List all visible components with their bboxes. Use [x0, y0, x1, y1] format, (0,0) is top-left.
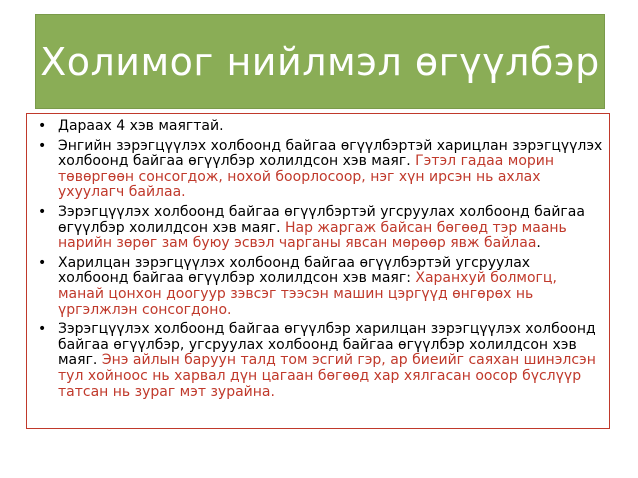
- bullet-item: [35, 256, 603, 318]
- bullet-dot-icon: •: [38, 254, 47, 271]
- bullet-item: [35, 119, 603, 135]
- bullet-text: Энгийн зэрэгцүүлэх холбоонд байгаа өгүүлбэртэй харицлан зэрэгцүүлэх холбоонд байгаа өгүүлбэр холилдсон хэв маяг.: [58, 137, 603, 170]
- content-box: [26, 113, 610, 429]
- bullet-example: Харанхуй болмогц, манай цонхон доогуур зэвсэг тээсэн машин цэргүүд өнгөрөх нь үргэлжлэн сонсогдоно.: [58, 270, 557, 318]
- bullet-text: Дараах 4 хэв маягтай.: [58, 118, 224, 134]
- bullet-dot-icon: •: [38, 137, 47, 154]
- bullet-dot-icon: •: [38, 321, 47, 338]
- title-banner: [35, 14, 605, 109]
- bullet-dot-icon: •: [38, 203, 47, 220]
- bullet-list: [35, 119, 603, 400]
- bullet-dot-icon: •: [38, 118, 47, 134]
- bullet-item: [35, 205, 603, 252]
- bullet-item: [35, 322, 603, 400]
- bullet-example: Энэ айлын баруун талд том эсгий гэр, ар биеийг саяхан шинэлсэн тул хойноос нь харвал дүн цагаан бөгөөд хар хялгасан оосор бүслүүр татсан нь зураг мэт зурайна.: [58, 352, 596, 400]
- bullet-text: Зэрэгцүүлэх холбоонд байгаа өгүүлбэр харилцан зэрэгцүүлэх холбоонд байгаа өгүүлбэр, угсруулах холбоонд байгаа өгүүлбэр холилдсон хэв маяг.: [58, 321, 596, 369]
- bullet-text: Харилцан зэрэгцүүлэх холбоонд байгаа өгүүлбэртэй угсруулах холбоонд байгаа өгүүлбэр холилдсон хэв маяг:: [58, 254, 531, 287]
- bullet-suffix: .: [536, 235, 541, 252]
- bullet-text: Зэрэгцүүлэх холбоонд байгаа өгүүлбэртэй угсруулах холбоонд байгаа өгүүлбэр холилдсон хэв маяг.: [58, 203, 585, 236]
- bullet-example: Нар жаргаж байсан бөгөөд тэр маань нарийн зөрөг зам буюу эсвэл чарганы явсан мөрөөр явж байлаа: [58, 219, 567, 252]
- slide-title: Холимог нийлмэл өгүүлбэр: [40, 39, 600, 84]
- bullet-example: Гэтэл гадаа морин төвөргөөн сонсогдож, нохой боорлосоор, нэг хүн ирсэн нь ахлах ухуулагч байлаа.: [58, 153, 555, 201]
- bullet-item: [35, 139, 603, 201]
